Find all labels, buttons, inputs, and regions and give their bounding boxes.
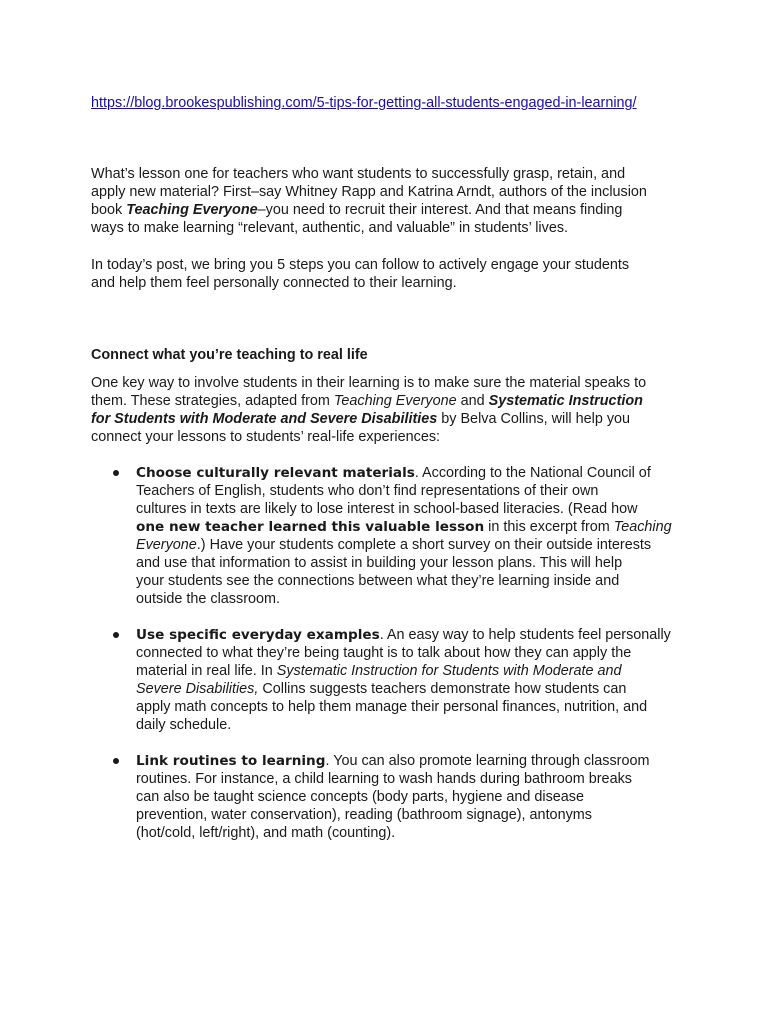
section-line-2a: them. These strategies, adapted from xyxy=(91,393,334,409)
book-teaching-everyone: Teaching Everyone xyxy=(333,393,457,409)
intro2-line-1: In today’s post, we bring you 5 steps you can follow to actively engage your students xyxy=(91,257,630,273)
list-item xyxy=(91,464,691,608)
intro-line-3a: book xyxy=(91,202,127,218)
section-line-3b: by Belva Collins, will help you xyxy=(437,411,631,427)
intro2-line-2: and help them feel personally connected to their learning. xyxy=(91,275,457,291)
tips-list xyxy=(91,464,691,842)
tip-text: daily schedule. xyxy=(136,717,232,733)
intro-paragraph xyxy=(91,165,691,237)
tip-text: (hot/cold, left/right), and math (counting). xyxy=(136,825,396,841)
intro-line-4: ways to make learning “relevant, authentic, and valuable” in students’ lives. xyxy=(91,220,569,236)
tip-text: apply math concepts to help them manage their personal finances, nutrition, and xyxy=(136,699,648,715)
tip-text: your students see the connections between what they’re learning inside and xyxy=(136,573,620,589)
tip-text: in this excerpt from xyxy=(484,519,614,535)
tip-lead: Choose culturally relevant materials xyxy=(136,465,415,481)
tip-text: Collins suggests teachers demonstrate how students can xyxy=(258,681,627,697)
book-title-teaching-everyone: Teaching Everyone xyxy=(126,202,258,218)
tip-lead: Use specific everyday examples xyxy=(136,627,380,643)
book-systematic-instruction-1: Systematic Instruction xyxy=(488,393,643,409)
tip-text: connected to what they’re being taught is to talk about how they can apply the xyxy=(136,645,632,661)
intro-line-1: What’s lesson one for teachers who want students to successfully grasp, retain, and xyxy=(91,166,626,182)
section-line-4: connect your lessons to students’ real-life experiences: xyxy=(91,429,441,445)
intro-paragraph-2 xyxy=(91,256,691,292)
tip-text: material in real life. In xyxy=(136,663,277,679)
bullet-icon xyxy=(113,470,119,476)
tip-text: . According to the National Council of xyxy=(414,465,651,481)
book-title: Teaching xyxy=(613,519,672,535)
list-item xyxy=(91,752,691,842)
book-title: Systematic Instruction for Students with Moderate and xyxy=(276,663,622,679)
tip-text: cultures in texts are likely to lose interest in school-based literacies. (Read how xyxy=(136,501,638,517)
section-line-2b: and xyxy=(456,393,489,409)
tip-text: and use that information to assist in building your lesson plans. This will help xyxy=(136,555,623,571)
tip-text: can also be taught science concepts (body parts, hygiene and disease xyxy=(136,789,584,805)
section-heading: Connect what you’re teaching to real life xyxy=(91,347,368,363)
intro-line-3b: –you need to recruit their interest. And that means finding xyxy=(257,202,623,218)
tip-text: . You can also promote learning through classroom xyxy=(325,753,650,769)
tip-text: outside the classroom. xyxy=(136,591,280,607)
intro-line-2: apply new material? First–say Whitney Rapp and Katrina Arndt, authors of the inclusion xyxy=(91,184,647,200)
book-systematic-instruction-2: for Students with Moderate and Severe Disabilities xyxy=(91,411,438,427)
section-paragraph xyxy=(91,374,691,446)
tip-text: routines. For instance, a child learning to wash hands during bathroom breaks xyxy=(136,771,632,787)
tip-text: . An easy way to help students feel personally xyxy=(379,627,671,643)
bullet-icon xyxy=(113,758,119,764)
book-title: Severe Disabilities, xyxy=(136,681,259,697)
section-line-1: One key way to involve students in their learning is to make sure the material speaks to xyxy=(91,375,647,391)
tip-text: prevention, water conservation), reading (bathroom signage), antonyms xyxy=(136,807,592,823)
book-title: Everyone xyxy=(136,537,197,553)
list-item xyxy=(91,626,691,734)
tip-text: Teachers of English, students who don’t find representations of their own xyxy=(136,483,599,499)
tip-lead: Link routines to learning xyxy=(136,753,326,769)
bullet-icon xyxy=(113,632,119,638)
source-link[interactable]: https://blog.brookespublishing.com/5-tips-for-getting-all-students-engaged-in-learning/ xyxy=(91,95,637,111)
excerpt-link[interactable]: one new teacher learned this valuable lesson xyxy=(136,519,485,535)
tip-text: .) Have your students complete a short survey on their outside interests xyxy=(196,537,652,553)
